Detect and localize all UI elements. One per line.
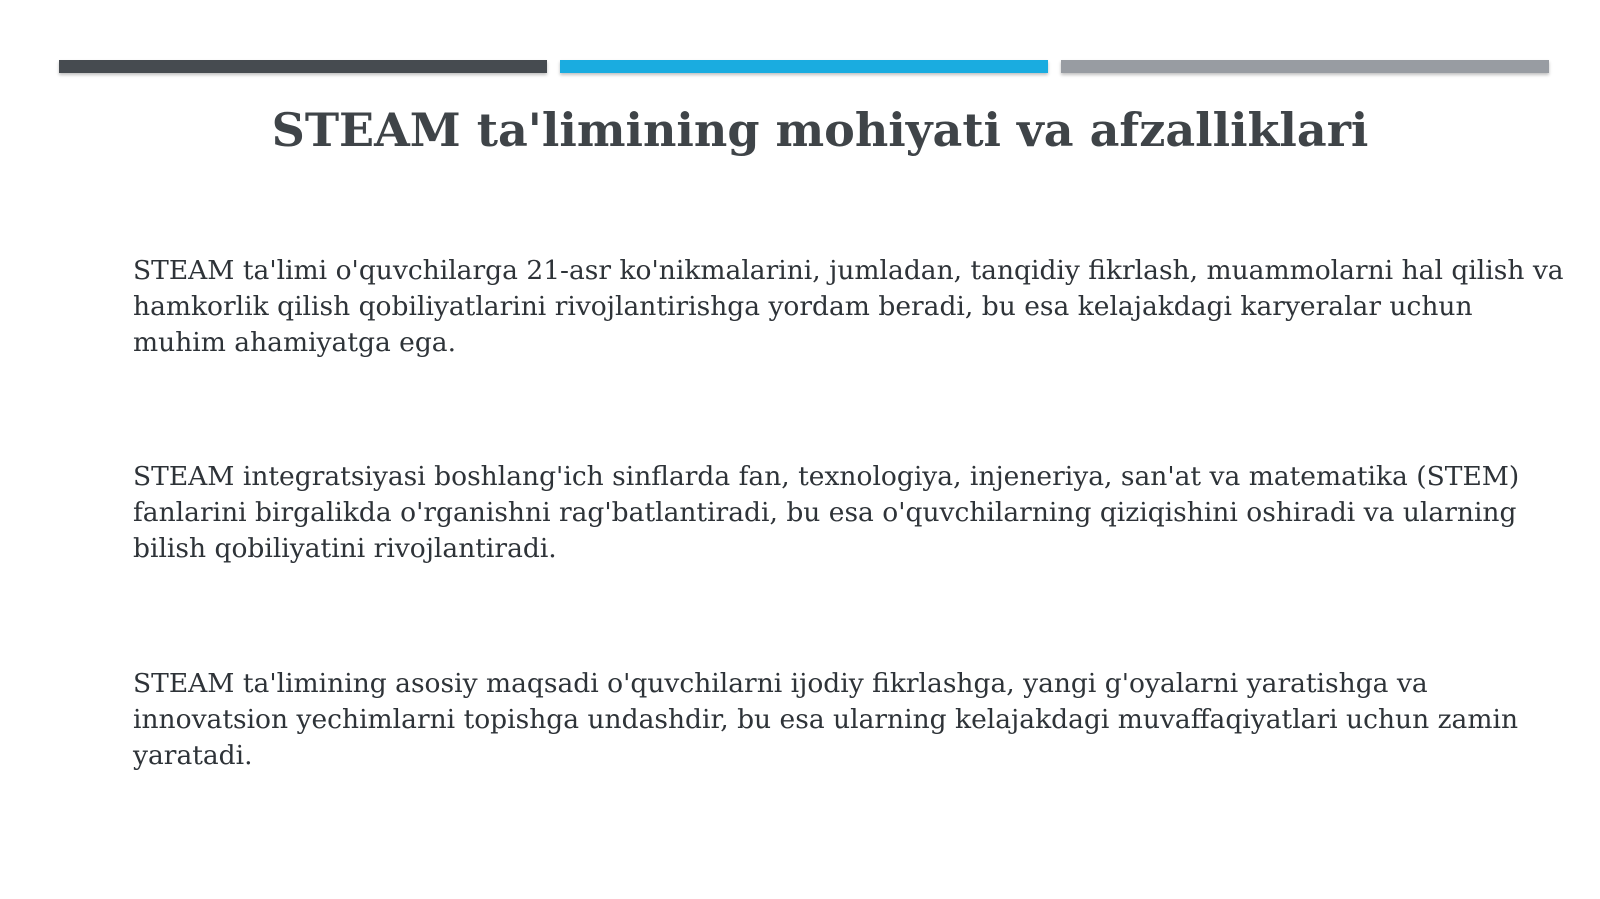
header-bar-blue xyxy=(560,60,1048,73)
header-bar-gray xyxy=(1061,60,1549,73)
slide-title: STEAM ta'limining mohiyati va afzalliklari xyxy=(271,103,1369,157)
header-bar-dark xyxy=(59,60,547,73)
paragraph-1: STEAM ta'limi o'quvchilarga 21-asr ko'nikmalarini, jumladan, tanqidiy fikrlash, muammolarni hal qilish va hamkorlik qilish qobiliyatlarini rivojlantirishga yordam beradi, bu esa kelajakdagi karyeralar uchun muhim ahamiyatga ega. xyxy=(133,255,1564,358)
paragraph-3: STEAM ta'limining asosiy maqsadi o'quvchilarni ijodiy fikrlashga, yangi g'oyalarni yaratishga va innovatsion yechimlarni topishga undashdir, bu esa ularning kelajakdagi muvaffaqiyatlari uchun zamin yaratadi. xyxy=(133,668,1519,771)
paragraph-2: STEAM integratsiyasi boshlang'ich sinflarda fan, texnologiya, injeneriya, san'at va matematika (STEM) fanlarini birgalikda o'rganishni rag'batlantiradi, bu esa o'quvchilarning qiziqishini oshiradi va ularning bilish qobiliyatini rivojlantiradi. xyxy=(133,461,1520,564)
